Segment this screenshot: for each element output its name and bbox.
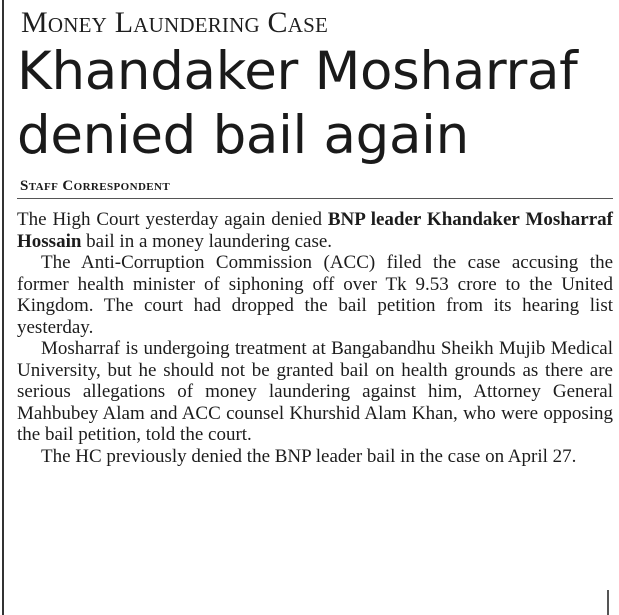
- column-rule-right: [607, 590, 609, 615]
- headline-line-1: Khandaker Mosharraf: [17, 41, 578, 102]
- paragraph-3: Mosharraf is undergoing treatment at Bangabandhu Sheikh Mujib Medical University, but he should not be granted bail on health grounds as there are serious allegations of money laundering against him, Attorney General Mahbubey Alam and ACC counsel Khurshid Alam Khan, who were opposing the bail petition, told the court.: [17, 338, 613, 445]
- headline-line-2: denied bail again: [17, 105, 469, 166]
- paragraph-1-emphasis: BNP leader Khandaker Mosharraf Hossain: [17, 209, 613, 252]
- paragraph-1-lead: The High Court yesterday again denied: [17, 209, 328, 230]
- article-kicker: Money Laundering Case: [21, 6, 329, 39]
- paragraph-2: The Anti-Corruption Commission (ACC) filed the case accusing the former health minister of siphoning off over Tk 9.53 crore to the United Kingdom. The court had dropped the bail petition from its hearing list yesterday.: [17, 252, 613, 338]
- news-article: [17, 6, 613, 467]
- article-headline: [17, 40, 613, 168]
- column-rule: [2, 0, 4, 615]
- article-byline: Staff Correspondent: [17, 178, 613, 199]
- paragraph-4: The HC previously denied the BNP leader bail in the case on April 27.: [41, 445, 577, 467]
- paragraph-1: [17, 209, 613, 252]
- article-body: [17, 209, 613, 467]
- paragraph-1-tail: bail in a money laundering case.: [81, 230, 333, 252]
